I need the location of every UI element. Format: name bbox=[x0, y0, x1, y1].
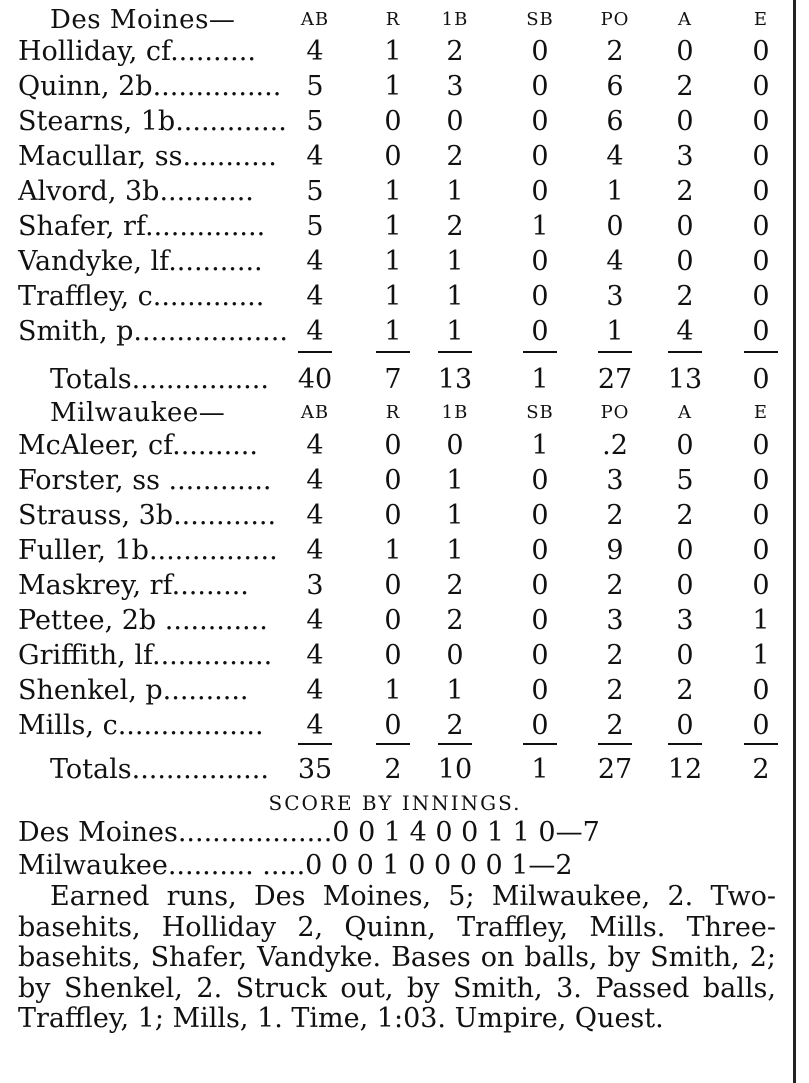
stat-1b: 1 bbox=[446, 465, 464, 496]
stat-ab: 5 bbox=[306, 176, 324, 207]
stat-r: 0 bbox=[384, 141, 402, 172]
column-header: E bbox=[753, 402, 769, 423]
stat-sb: 1 bbox=[531, 754, 549, 785]
stat-r: 1 bbox=[384, 176, 402, 207]
stat-r: 0 bbox=[384, 710, 402, 741]
stat-e: 0 bbox=[752, 364, 770, 395]
stat-r: 1 bbox=[384, 211, 402, 242]
totals-divider bbox=[0, 734, 790, 754]
player-name: Forster, ss ............ bbox=[18, 465, 272, 496]
team-header-row bbox=[0, 395, 790, 431]
stat-r: 1 bbox=[384, 246, 402, 277]
stat-1b: 1 bbox=[446, 675, 464, 706]
column-header: E bbox=[753, 9, 769, 30]
stat-po: 6 bbox=[606, 106, 624, 137]
stat-1b: 1 bbox=[446, 246, 464, 277]
stat-r: 7 bbox=[384, 364, 402, 395]
column-header: A bbox=[678, 402, 692, 423]
column-header: AB bbox=[300, 402, 330, 423]
stat-po: 4 bbox=[606, 141, 624, 172]
player-name: Shenkel, p.......... bbox=[18, 675, 249, 706]
stat-1b: 2 bbox=[446, 141, 464, 172]
stat-sb: 0 bbox=[531, 246, 549, 277]
stat-sb: 1 bbox=[531, 211, 549, 242]
stat-r: 1 bbox=[384, 36, 402, 67]
stat-a: 0 bbox=[676, 570, 694, 601]
column-header: 1B bbox=[441, 402, 469, 423]
stat-ab: 5 bbox=[306, 71, 324, 102]
player-name: Griffith, lf.............. bbox=[18, 640, 273, 671]
stat-ab: 4 bbox=[306, 640, 324, 671]
divider-dash bbox=[598, 743, 632, 745]
innings-line: Milwaukee.......... .....0 0 0 1 0 0 0 0 1—2 bbox=[18, 850, 573, 881]
stat-a: 5 bbox=[676, 465, 694, 496]
stat-r: 0 bbox=[384, 430, 402, 461]
stat-ab: 4 bbox=[306, 500, 324, 531]
stat-e: 0 bbox=[752, 281, 770, 312]
stat-sb: 0 bbox=[531, 535, 549, 566]
stat-a: 12 bbox=[667, 754, 703, 785]
player-name: Shafer, rf.............. bbox=[18, 211, 266, 242]
divider-dash bbox=[668, 351, 702, 353]
stat-1b: 3 bbox=[446, 71, 464, 102]
stat-1b: 13 bbox=[437, 364, 473, 395]
stat-a: 0 bbox=[676, 640, 694, 671]
stat-po: 2 bbox=[606, 675, 624, 706]
stat-a: 3 bbox=[676, 605, 694, 636]
player-name: Mills, c................. bbox=[18, 710, 264, 741]
player-name: Fuller, 1b............... bbox=[18, 535, 278, 566]
stat-e: 2 bbox=[752, 754, 770, 785]
stat-sb: 0 bbox=[531, 316, 549, 347]
stat-e: 0 bbox=[752, 535, 770, 566]
stat-r: 0 bbox=[384, 106, 402, 137]
stat-e: 0 bbox=[752, 211, 770, 242]
player-name: Macullar, ss........... bbox=[18, 141, 277, 172]
stat-a: 3 bbox=[676, 141, 694, 172]
stat-ab: 4 bbox=[306, 710, 324, 741]
stat-e: 0 bbox=[752, 710, 770, 741]
stat-1b: 1 bbox=[446, 535, 464, 566]
stat-1b: 2 bbox=[446, 36, 464, 67]
player-row bbox=[0, 673, 790, 709]
player-row bbox=[0, 279, 790, 315]
stat-1b: 0 bbox=[446, 640, 464, 671]
stat-po: 1 bbox=[606, 316, 624, 347]
divider-dash bbox=[376, 351, 410, 353]
player-row bbox=[0, 638, 790, 674]
stat-r: 1 bbox=[384, 535, 402, 566]
stat-e: 0 bbox=[752, 316, 770, 347]
stat-ab: 5 bbox=[306, 106, 324, 137]
stat-1b: 2 bbox=[446, 211, 464, 242]
column-header: PO bbox=[600, 402, 630, 423]
column-header: R bbox=[385, 402, 401, 423]
stat-a: 2 bbox=[676, 176, 694, 207]
stat-sb: 0 bbox=[531, 71, 549, 102]
stat-po: .2 bbox=[602, 430, 628, 461]
stat-ab: 4 bbox=[306, 535, 324, 566]
stat-sb: 0 bbox=[531, 141, 549, 172]
score-by-innings-title: SCORE BY INNINGS. bbox=[268, 791, 522, 815]
stat-sb: 0 bbox=[531, 710, 549, 741]
stat-r: 1 bbox=[384, 316, 402, 347]
stat-po: 2 bbox=[606, 710, 624, 741]
stat-r: 1 bbox=[384, 281, 402, 312]
stat-1b: 2 bbox=[446, 710, 464, 741]
stat-po: 27 bbox=[597, 364, 633, 395]
stat-e: 0 bbox=[752, 106, 770, 137]
stat-a: 0 bbox=[676, 710, 694, 741]
stat-po: 3 bbox=[606, 465, 624, 496]
divider-dash bbox=[298, 743, 332, 745]
stat-sb: 0 bbox=[531, 500, 549, 531]
stat-e: 0 bbox=[752, 36, 770, 67]
player-name: Strauss, 3b............ bbox=[18, 500, 277, 531]
stat-po: 3 bbox=[606, 605, 624, 636]
stat-po: 2 bbox=[606, 36, 624, 67]
stat-a: 0 bbox=[676, 246, 694, 277]
stat-r: 0 bbox=[384, 640, 402, 671]
totals-divider bbox=[0, 342, 790, 362]
stat-r: 1 bbox=[384, 71, 402, 102]
stat-r: 2 bbox=[384, 754, 402, 785]
player-name: Traffley, c............. bbox=[18, 281, 265, 312]
divider-dash bbox=[438, 351, 472, 353]
stat-po: 2 bbox=[606, 640, 624, 671]
stat-a: 2 bbox=[676, 71, 694, 102]
player-row bbox=[0, 139, 790, 175]
stat-e: 0 bbox=[752, 465, 770, 496]
stat-e: 0 bbox=[752, 500, 770, 531]
stat-ab: 4 bbox=[306, 430, 324, 461]
stat-ab: 4 bbox=[306, 605, 324, 636]
player-row bbox=[0, 463, 790, 499]
player-row bbox=[0, 498, 790, 534]
stat-sb: 0 bbox=[531, 281, 549, 312]
stat-sb: 1 bbox=[531, 364, 549, 395]
stat-ab: 4 bbox=[306, 675, 324, 706]
player-row bbox=[0, 568, 790, 604]
divider-dash bbox=[668, 743, 702, 745]
stat-e: 0 bbox=[752, 71, 770, 102]
player-name: Quinn, 2b............... bbox=[18, 71, 282, 102]
player-row bbox=[0, 34, 790, 70]
stat-a: 0 bbox=[676, 535, 694, 566]
stat-1b: 2 bbox=[446, 605, 464, 636]
player-name: Vandyke, lf........... bbox=[18, 246, 263, 277]
stat-sb: 0 bbox=[531, 605, 549, 636]
stat-a: 2 bbox=[676, 500, 694, 531]
game-notes: Earned runs, Des Moines, 5; Milwaukee, 2. Two-basehits, Holliday 2, Quinn, Traffley, Mills. Three-basehits, Shafer, Vandyke. Bases on balls, by Smith, 2; by Shenkel, 2. Struck out, by Smith, 3. Passed balls, Traffley, 1; Mills, 1. Time, 1:03. Umpire, Quest. bbox=[18, 881, 776, 1034]
stat-a: 0 bbox=[676, 36, 694, 67]
stat-ab: 4 bbox=[306, 36, 324, 67]
player-row bbox=[0, 533, 790, 569]
stat-r: 0 bbox=[384, 605, 402, 636]
stat-e: 0 bbox=[752, 570, 770, 601]
stat-1b: 1 bbox=[446, 281, 464, 312]
stat-po: 27 bbox=[597, 754, 633, 785]
stat-ab: 4 bbox=[306, 465, 324, 496]
stat-1b: 0 bbox=[446, 106, 464, 137]
divider-dash bbox=[744, 743, 778, 745]
stat-po: 3 bbox=[606, 281, 624, 312]
stat-e: 1 bbox=[752, 605, 770, 636]
stat-e: 1 bbox=[752, 640, 770, 671]
stat-r: 0 bbox=[384, 500, 402, 531]
column-header: 1B bbox=[441, 9, 469, 30]
totals-row bbox=[0, 362, 790, 398]
player-row bbox=[0, 209, 790, 245]
stat-a: 2 bbox=[676, 281, 694, 312]
stat-e: 0 bbox=[752, 141, 770, 172]
stat-sb: 0 bbox=[531, 176, 549, 207]
stat-1b: 1 bbox=[446, 176, 464, 207]
stat-sb: 0 bbox=[531, 36, 549, 67]
stat-ab: 35 bbox=[297, 754, 333, 785]
column-header: AB bbox=[300, 9, 330, 30]
stat-sb: 0 bbox=[531, 465, 549, 496]
stat-sb: 0 bbox=[531, 675, 549, 706]
stat-sb: 0 bbox=[531, 570, 549, 601]
stat-a: 0 bbox=[676, 430, 694, 461]
stat-po: 0 bbox=[606, 211, 624, 242]
column-header: R bbox=[385, 9, 401, 30]
stat-1b: 2 bbox=[446, 570, 464, 601]
column-header: SB bbox=[526, 9, 554, 30]
stat-1b: 10 bbox=[437, 754, 473, 785]
stat-e: 0 bbox=[752, 430, 770, 461]
innings-line: Des Moines..................0 0 1 4 0 0 1 1 0—7 bbox=[18, 817, 600, 848]
stat-e: 0 bbox=[752, 246, 770, 277]
stat-a: 0 bbox=[676, 211, 694, 242]
stat-r: 1 bbox=[384, 675, 402, 706]
stat-sb: 1 bbox=[531, 430, 549, 461]
team-name: Des Moines— bbox=[50, 5, 236, 35]
stat-po: 9 bbox=[606, 535, 624, 566]
team-name: Milwaukee— bbox=[50, 398, 226, 428]
player-name: Maskrey, rf......... bbox=[18, 570, 249, 601]
stat-po: 2 bbox=[606, 570, 624, 601]
stat-ab: 4 bbox=[306, 281, 324, 312]
player-row bbox=[0, 174, 790, 210]
divider-dash bbox=[298, 351, 332, 353]
stat-po: 6 bbox=[606, 71, 624, 102]
stat-ab: 4 bbox=[306, 141, 324, 172]
player-row bbox=[0, 104, 790, 140]
player-name: McAleer, cf.......... bbox=[18, 430, 258, 461]
stat-e: 0 bbox=[752, 675, 770, 706]
divider-dash bbox=[376, 743, 410, 745]
stat-r: 0 bbox=[384, 465, 402, 496]
divider-dash bbox=[598, 351, 632, 353]
stat-r: 0 bbox=[384, 570, 402, 601]
stat-ab: 3 bbox=[306, 570, 324, 601]
team-header-row bbox=[0, 2, 790, 38]
player-name: Smith, p.................. bbox=[18, 316, 288, 347]
stat-ab: 40 bbox=[297, 364, 333, 395]
player-row bbox=[0, 603, 790, 639]
stat-1b: 1 bbox=[446, 500, 464, 531]
column-rule bbox=[793, 0, 796, 1083]
stat-a: 13 bbox=[667, 364, 703, 395]
totals-row bbox=[0, 752, 790, 788]
divider-dash bbox=[523, 743, 557, 745]
stat-1b: 1 bbox=[446, 316, 464, 347]
stat-a: 2 bbox=[676, 675, 694, 706]
player-name: Pettee, 2b ............ bbox=[18, 605, 268, 636]
stat-sb: 0 bbox=[531, 106, 549, 137]
stat-ab: 5 bbox=[306, 211, 324, 242]
stat-po: 4 bbox=[606, 246, 624, 277]
totals-label: Totals................ bbox=[50, 364, 269, 395]
player-row bbox=[0, 69, 790, 105]
stat-po: 1 bbox=[606, 176, 624, 207]
divider-dash bbox=[523, 351, 557, 353]
stat-a: 4 bbox=[676, 316, 694, 347]
totals-label: Totals................ bbox=[50, 754, 269, 785]
column-header: SB bbox=[526, 402, 554, 423]
player-name: Stearns, 1b............. bbox=[18, 106, 287, 137]
player-name: Alvord, 3b........... bbox=[18, 176, 254, 207]
divider-dash bbox=[438, 743, 472, 745]
stat-e: 0 bbox=[752, 176, 770, 207]
player-row bbox=[0, 244, 790, 280]
stat-ab: 4 bbox=[306, 246, 324, 277]
column-header: PO bbox=[600, 9, 630, 30]
stat-sb: 0 bbox=[531, 640, 549, 671]
column-header: A bbox=[678, 9, 692, 30]
stat-1b: 0 bbox=[446, 430, 464, 461]
stat-ab: 4 bbox=[306, 316, 324, 347]
stat-po: 2 bbox=[606, 500, 624, 531]
divider-dash bbox=[744, 351, 778, 353]
player-name: Holliday, cf.......... bbox=[18, 36, 256, 67]
player-row bbox=[0, 428, 790, 464]
stat-a: 0 bbox=[676, 106, 694, 137]
